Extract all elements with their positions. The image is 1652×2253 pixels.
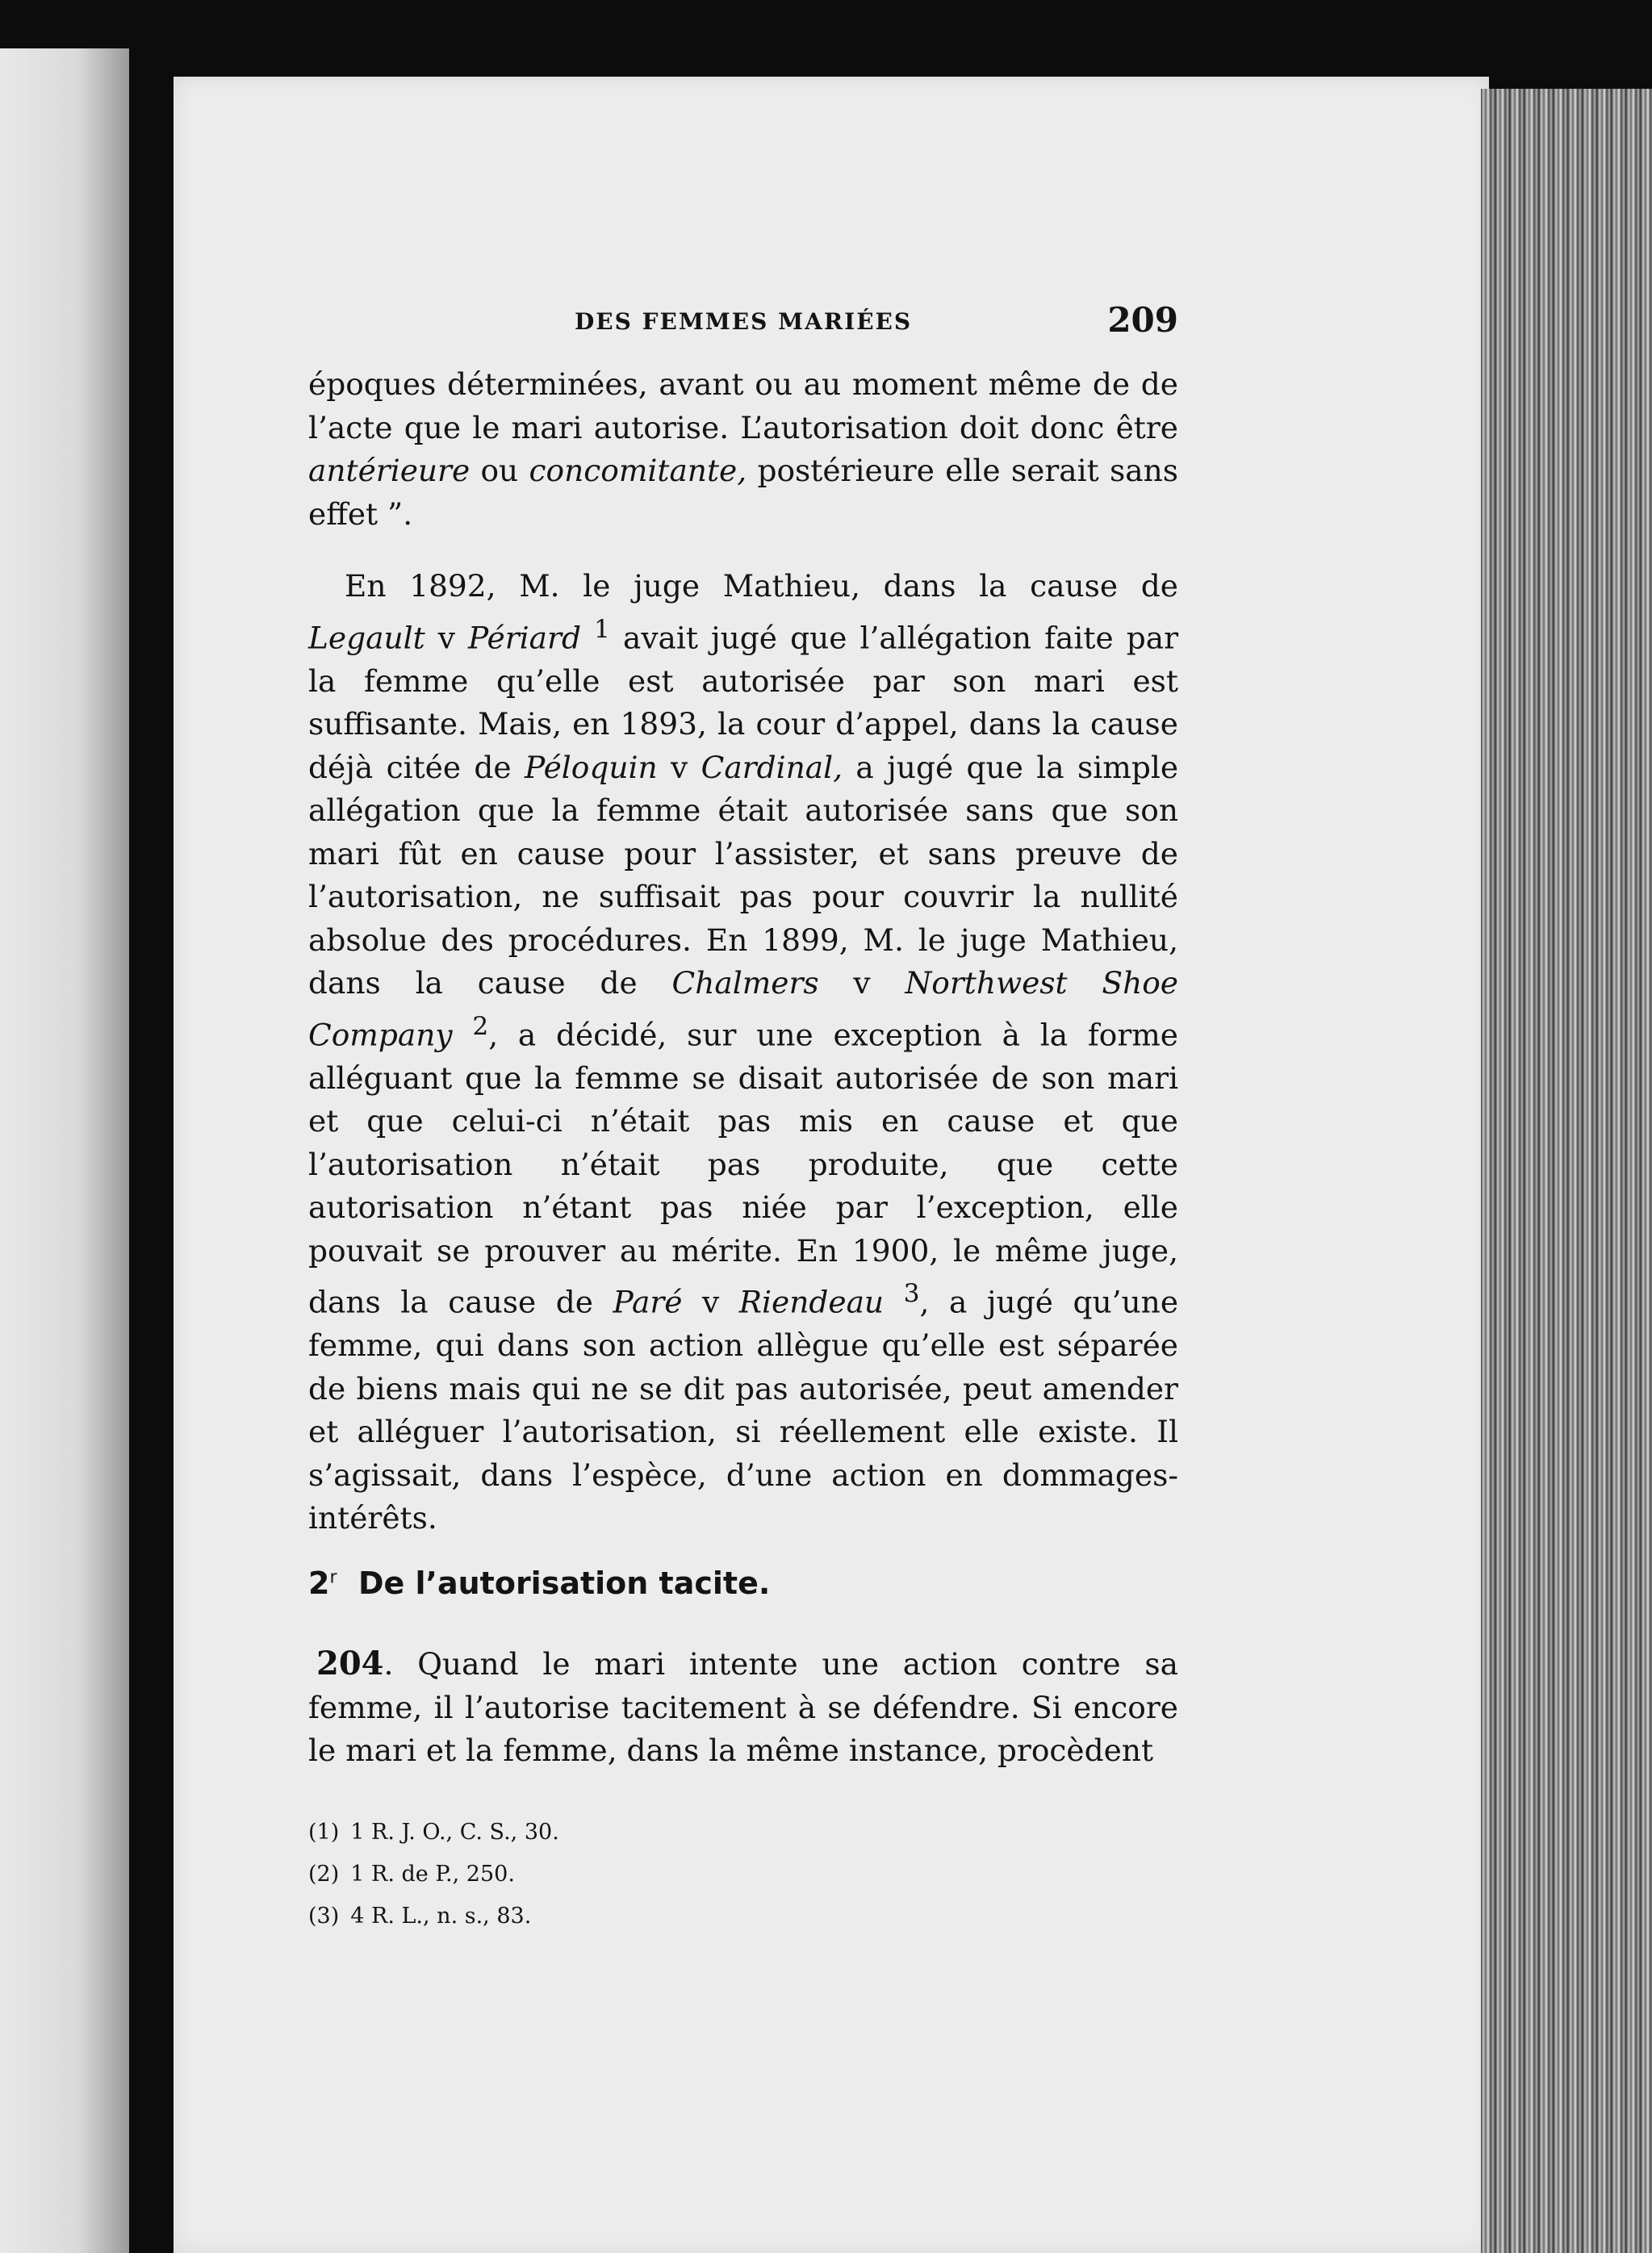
footnotes: [308, 1812, 1035, 1937]
footnote-ref: 1: [594, 614, 610, 644]
footnote-2: [308, 1854, 1035, 1896]
book-fore-edge: [1481, 89, 1652, 2253]
footnote-mark: (1): [308, 1820, 340, 1845]
page-number: 209: [1107, 300, 1178, 340]
footnote-ref: 3: [903, 1279, 920, 1308]
footnote-mark: (3): [308, 1904, 340, 1929]
text-span: En 1892, M. le juge Mathieu, dans la cause de: [345, 568, 1178, 604]
footnote-text: 4 R. L., n. s., 83.: [350, 1904, 532, 1929]
text-span: v: [425, 620, 468, 655]
text-span: ou: [470, 453, 529, 488]
case-name: Legault: [308, 620, 425, 655]
case-name: Riendeau: [738, 1284, 885, 1320]
page-header: [308, 300, 1178, 349]
case-name: Cardinal,: [701, 749, 843, 785]
text-span: v: [682, 1284, 739, 1320]
text-span: v: [818, 965, 905, 1001]
text-span: , a jugé qu’une femme, qui dans son action allègue qu’elle est séparée de biens mais qui ne se dit pas autorisée, peut amender et alléguer l’autorisation, si réellement elle existe. Il s’agissait, dans l’espèce, d’une action en dommages-intérêts.: [308, 1284, 1179, 1536]
text-span: , a décidé, sur une exception à la forme alléguant que la femme se disait autorisée de son mari et que celui-ci n’était pas mis en cause et que l’autorisation n’était pas produite, que cette autorisation n’étant pas niée par l’exception, elle pouvait se prouver au mérite. En 1900, le même juge, dans la cause de: [308, 1017, 1178, 1320]
section-number: 2: [308, 1565, 330, 1601]
footnote-mark: (2): [308, 1862, 340, 1887]
section-heading: [308, 1565, 770, 1601]
case-name: Péloquin: [525, 749, 658, 785]
italic-term: concomitante,: [529, 453, 747, 488]
footnote-ref: 2: [472, 1011, 489, 1041]
case-name: Paré: [613, 1284, 683, 1320]
adjacent-page-edge: [0, 48, 129, 2253]
paragraph-2: [308, 565, 1178, 1540]
text-span: v: [657, 749, 701, 785]
section-title: De l’autorisation tacite.: [358, 1565, 771, 1601]
case-name: Northwest Shoe Company: [308, 965, 1178, 1052]
text-span: avait jugé que l’allégation faite par la femme qu’elle est autorisée par son mari est suffisante. Mais, en 1893, la cour d’appel, dans la cause déjà citée de: [308, 620, 1179, 785]
footnote-text: 1 R. J. O., C. S., 30.: [350, 1820, 559, 1845]
text-span: époques déterminées, avant ou au moment même de de l’acte que le mari autorise. L’autorisation doit donc être: [308, 366, 1178, 445]
running-head: DES FEMMES MARIÉES: [575, 308, 913, 335]
section-number-suffix: r: [329, 1567, 337, 1588]
footnote-text: 1 R. de P., 250.: [350, 1862, 515, 1887]
text-span: . Quand le mari intente une action contre sa femme, il l’autorise tacitement à se défendre. Si encore le mari et la femme, dans la même instance, procèdent: [308, 1646, 1178, 1768]
italic-term: antérieure: [308, 453, 471, 488]
text-span: postérieure elle serait sans effet ”.: [308, 453, 1178, 532]
case-name: Périard: [468, 620, 581, 655]
paragraph-3: [308, 1642, 1178, 1773]
case-name: Chalmers: [671, 965, 819, 1001]
article-number: 204: [316, 1645, 384, 1682]
text-span: a jugé que la simple allégation que la femme était autorisée sans que son mari fût en cause pour l’assister, et sans preuve de l’autorisation, ne suffisait pas pour couvrir la nullité absolue des procédures. En 1899, M. le juge Mathieu, dans la cause de: [308, 749, 1179, 1001]
footnote-1: [308, 1812, 1035, 1854]
footnote-3: [308, 1896, 1035, 1937]
paragraph-1: [308, 363, 1178, 536]
